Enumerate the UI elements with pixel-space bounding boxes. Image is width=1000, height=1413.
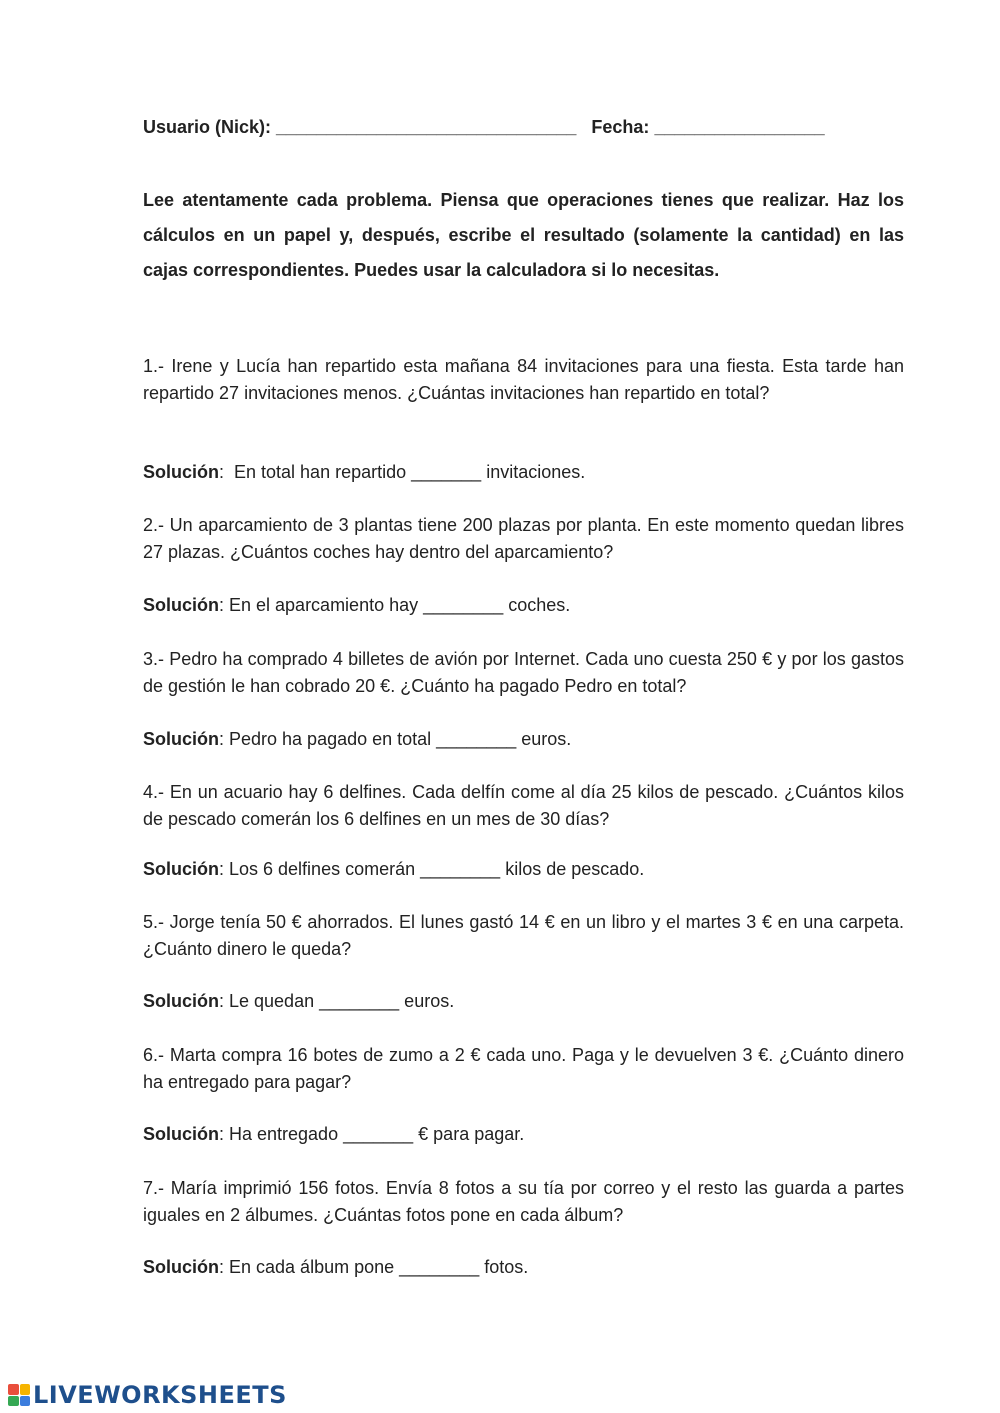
- solution-text: : En cada álbum pone ________ fotos.: [219, 1257, 529, 1277]
- logo-mark-icon: [8, 1384, 30, 1406]
- solution-text: : Pedro ha pagado en total ________ euros.: [219, 729, 572, 749]
- solution-2: [143, 592, 904, 618]
- logo-square: [20, 1396, 31, 1407]
- problem-1: 1.- Irene y Lucía han repartido esta mañana 84 invitaciones para una fiesta. Esta tarde han repartido 27 invitaciones menos. ¿Cuántas invitaciones han repartido en total?: [143, 356, 904, 403]
- solution-label: Solución: [143, 1124, 219, 1144]
- liveworksheets-logo: [8, 1380, 287, 1410]
- solution-text: : En el aparcamiento hay ________ coches.: [219, 595, 571, 615]
- solution-7: [143, 1254, 904, 1280]
- solution-text: : En total han repartido _______ invitaciones.: [219, 462, 586, 482]
- problem-2: 2.- Un aparcamiento de 3 plantas tiene 200 plazas por planta. En este momento quedan libres 27 plazas. ¿Cuántos coches hay dentro del aparcamiento?: [143, 515, 904, 562]
- solution-label: Solución: [143, 991, 219, 1011]
- date-label: Fecha:: [591, 117, 650, 137]
- solution-label: Solución: [143, 462, 219, 482]
- solution-1: [143, 459, 904, 485]
- solution-label: Solución: [143, 859, 219, 879]
- user-label: Usuario (Nick):: [143, 117, 272, 137]
- logo-text: LIVEWORKSHEETS: [33, 1381, 287, 1409]
- instructions: Lee atentamente cada problema. Piensa que operaciones tienes que realizar. Haz los cálculos en un papel y, después, escribe el resultado (solamente la cantidad) en las cajas correspondientes. Puedes usar la calculadora si lo necesitas.: [143, 190, 904, 280]
- solution-5: [143, 988, 904, 1014]
- problem-5: 5.- Jorge tenía 50 € ahorrados. El lunes gastó 14 € en un libro y el martes 3 € en una carpeta. ¿Cuánto dinero le queda?: [143, 912, 904, 959]
- solution-4: [143, 856, 904, 882]
- logo-square: [8, 1384, 19, 1395]
- solution-label: Solución: [143, 729, 219, 749]
- solution-text: : Ha entregado _______ € para pagar.: [219, 1124, 525, 1144]
- solution-6: [143, 1121, 904, 1147]
- solution-label: Solución: [143, 1257, 219, 1277]
- logo-square: [8, 1396, 19, 1407]
- date-blank: _________________: [654, 117, 825, 137]
- logo-square: [20, 1384, 31, 1395]
- header-line: [143, 117, 904, 138]
- problem-4: 4.- En un acuario hay 6 delfines. Cada delfín come al día 25 kilos de pescado. ¿Cuántos kilos de pescado comerán los 6 delfines en un mes de 30 días?: [143, 782, 904, 829]
- solution-text: : Los 6 delfines comerán ________ kilos de pescado.: [219, 859, 645, 879]
- solution-text: : Le quedan ________ euros.: [219, 991, 455, 1011]
- solution-label: Solución: [143, 595, 219, 615]
- problem-6: 6.- Marta compra 16 botes de zumo a 2 € cada uno. Paga y le devuelven 3 €. ¿Cuánto dinero ha entregado para pagar?: [143, 1045, 904, 1092]
- problem-3: 3.- Pedro ha comprado 4 billetes de avión por Internet. Cada uno cuesta 250 € y por los gastos de gestión le han cobrado 20 €. ¿Cuánto ha pagado Pedro en total?: [143, 649, 904, 696]
- problem-7: 7.- María imprimió 156 fotos. Envía 8 fotos a su tía por correo y el resto las guarda a partes iguales en 2 álbumes. ¿Cuántas fotos pone en cada álbum?: [143, 1178, 904, 1225]
- user-blank: ______________________________: [276, 117, 577, 137]
- solution-3: [143, 726, 904, 752]
